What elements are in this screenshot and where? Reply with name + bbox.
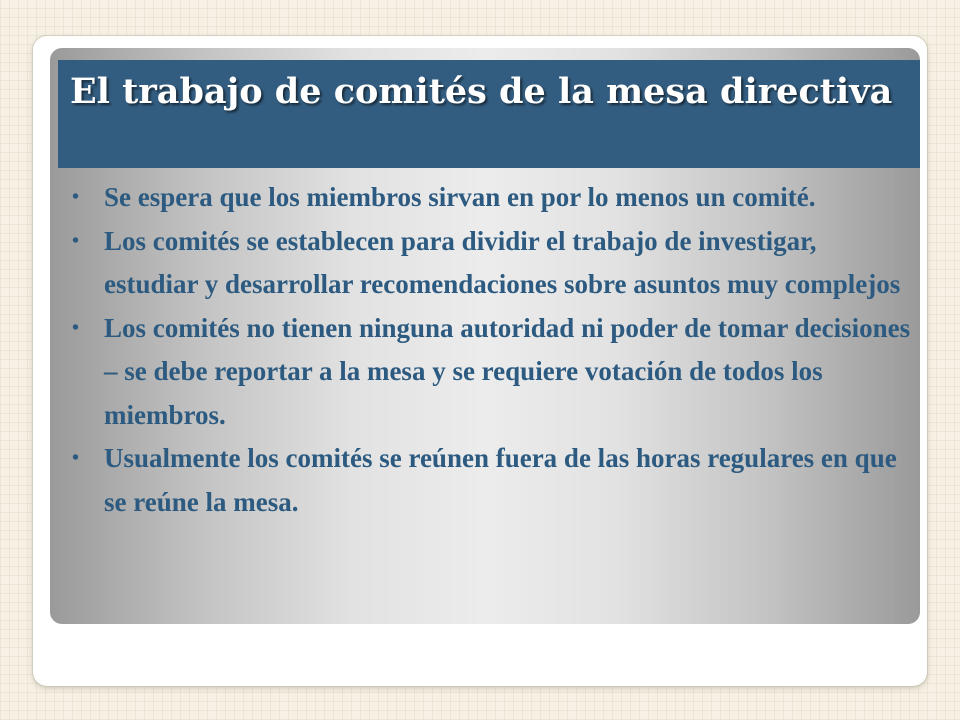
bullet-item [70, 176, 912, 220]
bullet-item [70, 307, 912, 438]
bullet-item [70, 437, 912, 524]
bullet-dot-icon: • [72, 186, 80, 208]
bullet-dot-icon: • [72, 229, 80, 252]
bullet-item [70, 220, 912, 307]
bullet-list [70, 176, 912, 524]
slide-title: El trabajo de comités de la mesa directiva [70, 71, 893, 112]
bullet-text: Los comités no tienen ninguna autoridad ni poder de tomar decisiones – se debe reportar a la mesa y se requiere votación de todos los miembros. [104, 312, 911, 430]
title-bar [58, 60, 920, 168]
bullet-text: Se espera que los miembros sirvan en por lo menos un comité. [104, 182, 816, 212]
bullet-dot-icon: • [72, 447, 80, 469]
bullet-text: Usualmente los comités se reúnen fuera de las horas regulares en que se reúne la mesa. [104, 443, 897, 517]
bullet-text: Los comités se establecen para dividir el trabajo de investigar, estudiar y desarrollar recomendaciones sobre asuntos muy complejos [104, 225, 901, 299]
bullet-dot-icon: • [72, 316, 80, 339]
